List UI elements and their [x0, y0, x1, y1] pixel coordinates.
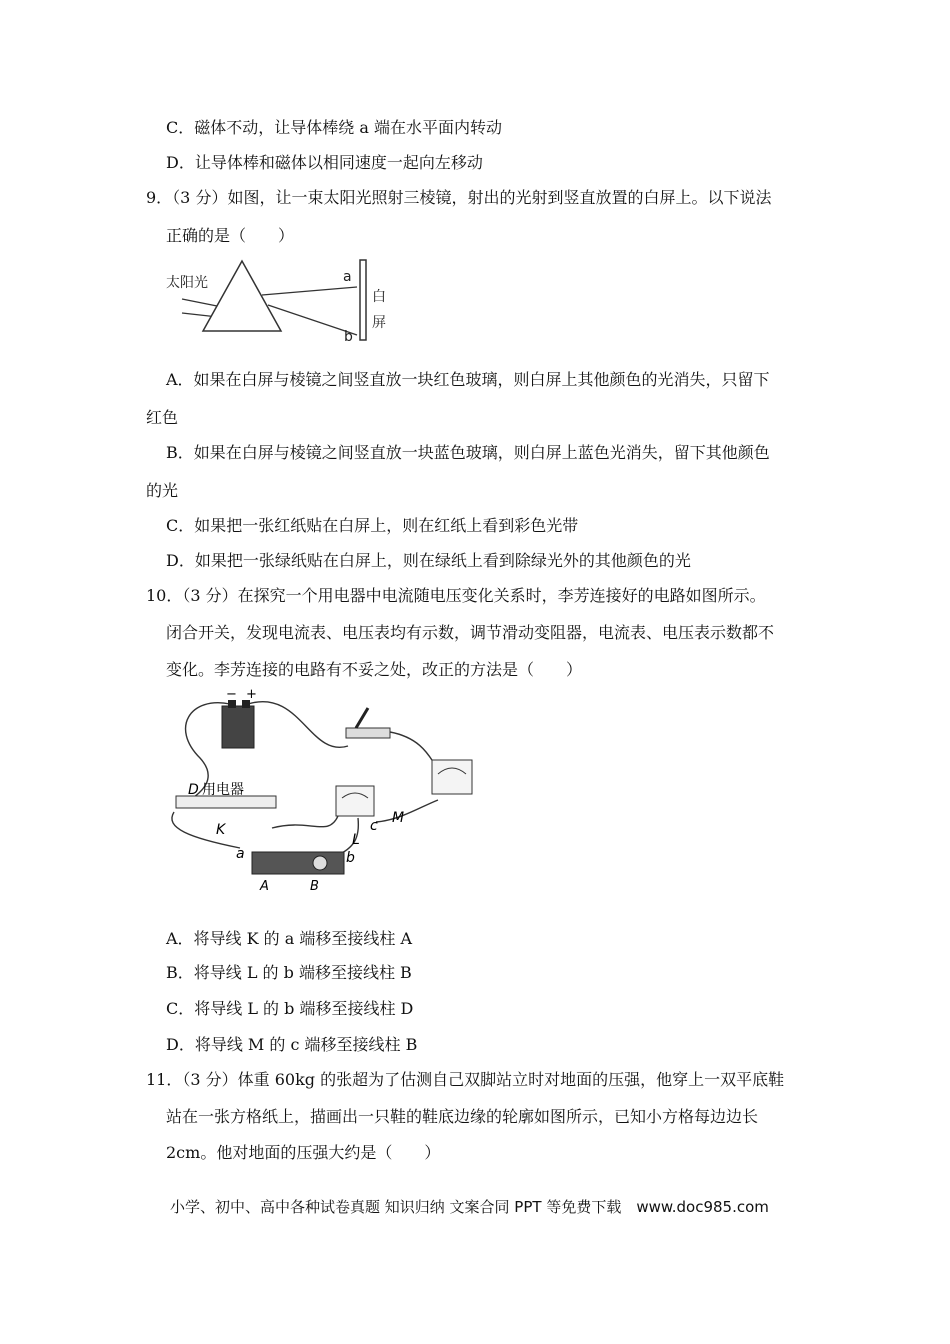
q10-stem-line3: 变化。李芳连接的电路有不妥之处，改正的方法是（ ） — [166, 660, 583, 679]
prism — [203, 261, 281, 331]
label-m: M — [392, 810, 405, 826]
q9-option-b-line1: B．如果在白屏与棱镜之间竖直放一块蓝色玻璃，则白屏上蓝色光消失，留下其他颜色 — [166, 443, 770, 462]
label-l: L — [352, 832, 360, 848]
wire-battery-switch — [248, 702, 348, 748]
point-a-label: a — [343, 269, 352, 285]
screen-label-1: 白 — [372, 289, 386, 305]
page-footer: 小学、初中、高中各种试卷真题 知识归纳 文案合同 PPT 等免费下载 www.doc985.com — [170, 1198, 769, 1216]
label-d: D — [188, 782, 199, 798]
wire-m — [376, 800, 438, 822]
battery-plus: + — [246, 688, 257, 702]
rheostat-knob — [313, 856, 327, 870]
switch — [346, 728, 390, 738]
q10-stem-line1: 10．（3 分）在探究一个用电器中电流随电压变化关系时，李芳连接好的电路如图所示。 — [146, 586, 766, 605]
white-screen — [360, 260, 366, 340]
battery-minus: − — [226, 688, 237, 702]
q11-stem-line1: 11．（3 分）体重 60kg 的张超为了估测自己双脚站立时对地面的压强，他穿上一双平底鞋 — [146, 1070, 785, 1089]
q9-option-c: C．如果把一张红纸贴在白屏上，则在红纸上看到彩色光带 — [166, 516, 579, 535]
q11-stem-line3: 2cm。他对地面的压强大约是（ ） — [166, 1143, 441, 1162]
voltmeter — [336, 786, 374, 816]
rheostat — [252, 852, 344, 874]
q9-option-a-line2: 红色 — [146, 408, 179, 427]
q10-option-b: B．将导线 L 的 b 端移至接线柱 B — [166, 963, 412, 982]
wire-switch-ammeter — [390, 732, 436, 766]
ammeter — [432, 760, 472, 794]
q8-option-d: D．让导体棒和磁体以相同速度一起向左移动 — [166, 153, 483, 172]
switch-lever — [356, 708, 368, 728]
q10-stem-line2: 闭合开关，发现电流表、电压表均有示数，调节滑动变阻器，电流表、电压表示数都不 — [166, 623, 775, 642]
label-terminal-b: B — [310, 879, 319, 894]
label-b: b — [346, 850, 355, 866]
point-b-label: b — [344, 329, 353, 345]
prism-figure — [160, 255, 400, 345]
q8-option-c: C．磁体不动，让导体棒绕 a 端在水平面内转动 — [166, 118, 502, 137]
q10-option-a: A．将导线 K 的 a 端移至接线柱 A — [166, 929, 413, 948]
label-k: K — [216, 822, 226, 838]
screen-label-2: 屏 — [372, 315, 386, 331]
device-label: 用电器 — [202, 782, 244, 798]
circuit-figure — [160, 688, 480, 898]
label-c: c — [370, 818, 378, 834]
label-a: a — [236, 846, 245, 862]
q9-stem-line2: 正确的是（ ） — [166, 226, 295, 245]
q9-option-b-line2: 的光 — [146, 481, 179, 500]
sunlight-ray — [182, 299, 222, 307]
sun-label: 太阳光 — [166, 275, 208, 291]
battery — [222, 706, 254, 748]
q10-option-d: D．将导线 M 的 c 端移至接线柱 B — [166, 1035, 418, 1054]
label-terminal-a: A — [260, 879, 269, 894]
q10-option-c: C．将导线 L 的 b 端移至接线柱 D — [166, 999, 414, 1018]
ray-to-a — [262, 287, 357, 295]
q9-option-d: D．如果把一张绿纸贴在白屏上，则在绿纸上看到除绿光外的其他颜色的光 — [166, 551, 691, 570]
wire-k — [172, 812, 240, 848]
q9-option-a-line1: A．如果在白屏与棱镜之间竖直放一块红色玻璃，则白屏上其他颜色的光消失，只留下 — [166, 370, 770, 389]
q11-stem-line2: 站在一张方格纸上，描画出一只鞋的鞋底边缘的轮廓如图所示，已知小方格每边边长 — [166, 1107, 759, 1126]
wire-device-voltmeter — [272, 816, 338, 828]
q9-stem-line1: 9．（3 分）如图，让一束太阳光照射三棱镜，射出的光射到竖直放置的白屏上。以下说法 — [146, 188, 772, 207]
